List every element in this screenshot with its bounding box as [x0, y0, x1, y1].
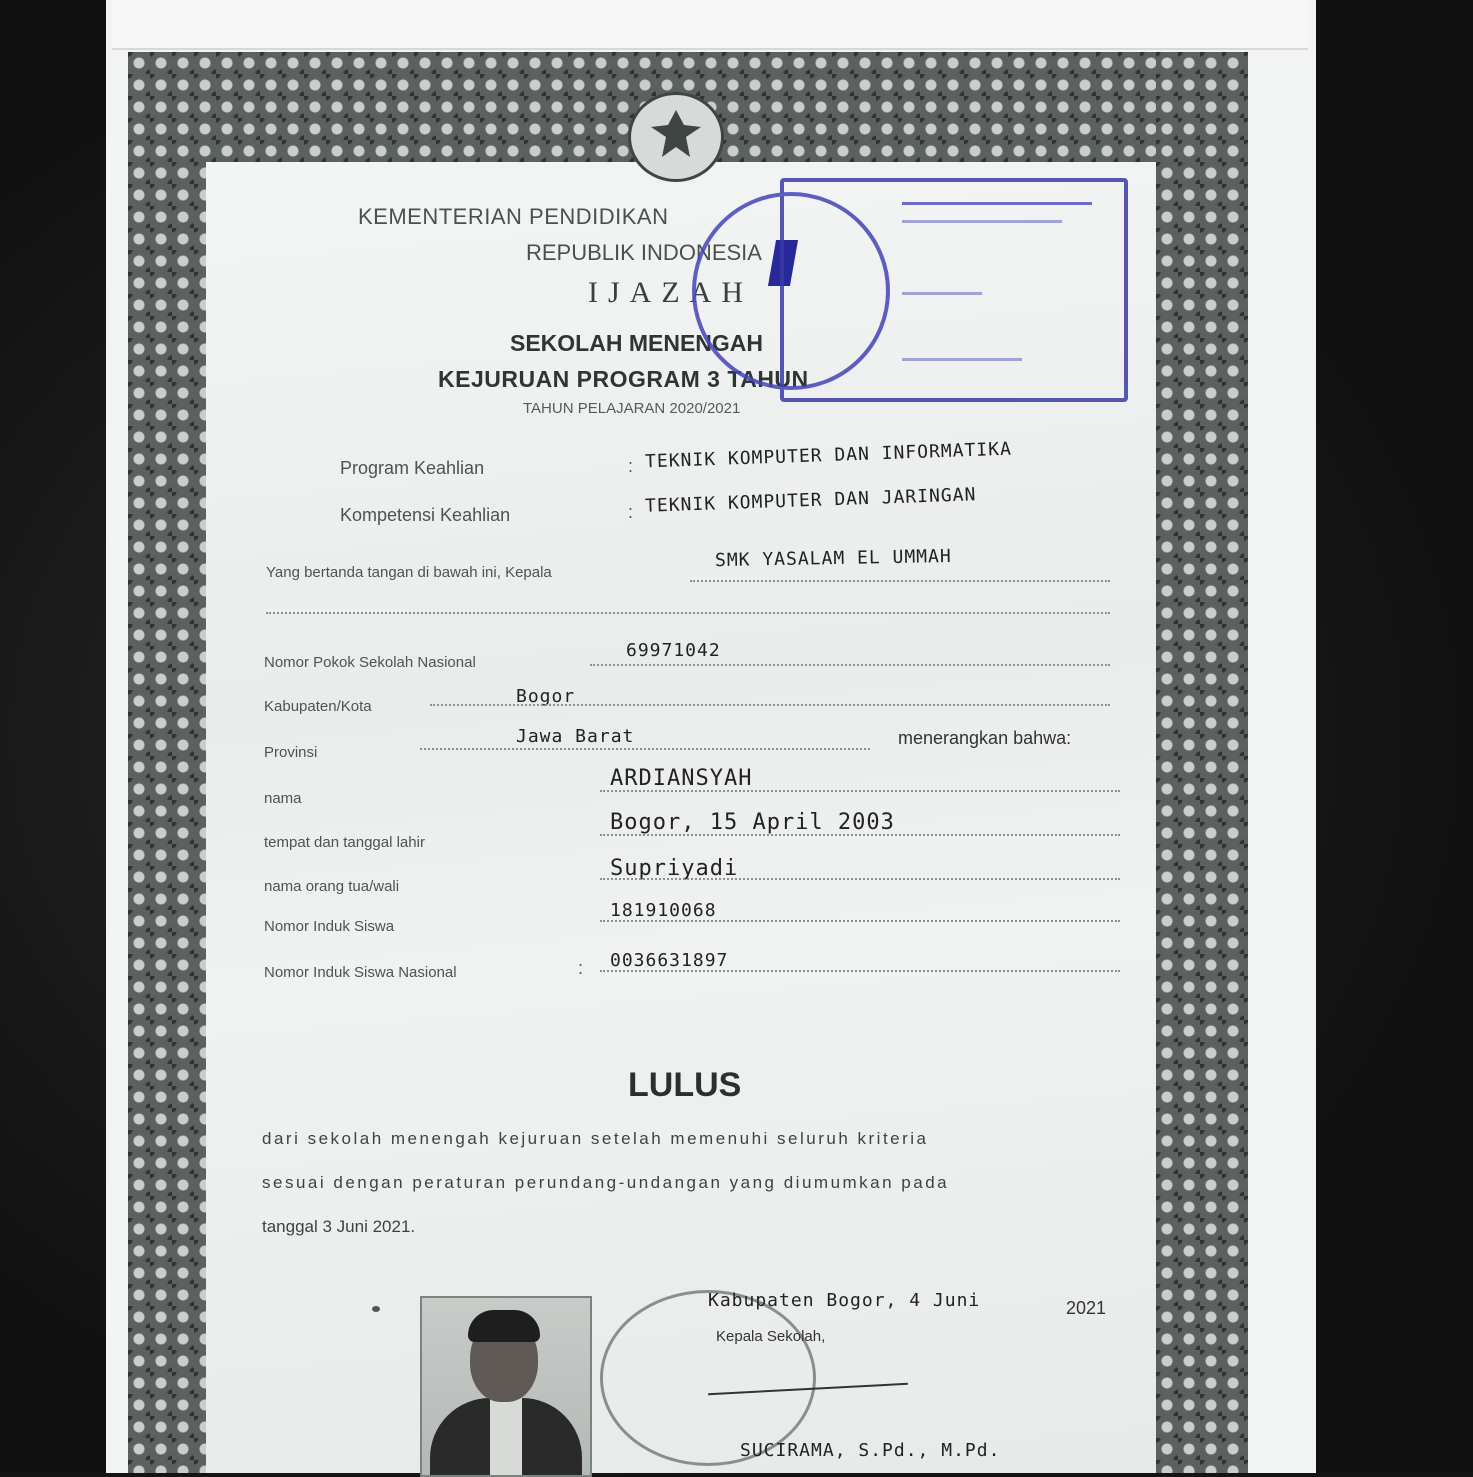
- parent-label: nama orang tua/wali: [264, 878, 400, 895]
- dotted-line: [420, 748, 870, 750]
- program-label: Program Keahlian: [340, 458, 485, 478]
- nis-value: 181910068: [610, 900, 717, 921]
- parent-value: Supriyadi: [610, 856, 739, 881]
- kabupaten-value: Bogor: [516, 686, 576, 707]
- school-type-line2: KEJURUAN PROGRAM 3 TAHUN: [438, 366, 809, 392]
- garuda-emblem-icon: [628, 92, 724, 182]
- name-value: ARDIANSYAH: [610, 766, 753, 791]
- nisn-value: 0036631897: [610, 950, 729, 971]
- sign-year: 2021: [1066, 1298, 1107, 1318]
- school-type-line1: SEKOLAH MENENGAH: [510, 330, 764, 356]
- nis-label: Nomor Induk Siswa: [264, 918, 395, 935]
- dotted-line: [600, 790, 1120, 792]
- ornament-border-right: [1156, 52, 1248, 1473]
- graduation-status: LULUS: [628, 1066, 742, 1104]
- provinsi-label: Provinsi: [264, 744, 318, 761]
- colon: :: [628, 456, 634, 476]
- ornament-border-left: [128, 52, 206, 1473]
- dotted-line: [600, 834, 1120, 836]
- sign-place-date: Kabupaten Bogor, 4 Juni: [708, 1290, 981, 1311]
- nisn-label: Nomor Induk Siswa Nasional: [264, 964, 457, 981]
- name-label: nama: [264, 790, 302, 807]
- provinsi-value: Jawa Barat: [516, 726, 635, 747]
- intro-label: Yang bertanda tangan di bawah ini, Kepala: [266, 564, 552, 581]
- academic-year: TAHUN PELAJARAN 2020/2021: [523, 400, 741, 417]
- result-text-line1: dari sekolah menengah kejuruan setelah memenuhi seluruh kriteria: [262, 1129, 929, 1148]
- birth-label: tempat dan tanggal lahir: [264, 834, 425, 851]
- dotted-line: [600, 970, 1120, 972]
- ministry-title: KEMENTERIAN PENDIDIKAN: [358, 204, 669, 229]
- dotted-line: [266, 612, 1110, 614]
- dotted-line: [600, 920, 1120, 922]
- npsn-value: 69971042: [626, 640, 721, 661]
- result-text-line3: tanggal 3 Juni 2021.: [262, 1217, 416, 1236]
- school-name: SMK YASALAM EL UMMAH: [714, 545, 952, 572]
- kabupaten-label: Kabupaten/Kota: [264, 698, 372, 715]
- npsn-label: Nomor Pokok Sekolah Nasional: [264, 654, 476, 671]
- principal-name: SUCIRAMA, S.Pd., M.Pd.: [740, 1440, 1001, 1461]
- dotted-line: [430, 704, 1110, 706]
- dotted-line: [590, 664, 1110, 666]
- bullet-mark: [372, 1306, 380, 1312]
- program-value: TEKNIK KOMPUTER DAN INFORMATIKA: [644, 438, 1013, 473]
- explains-text: menerangkan bahwa:: [898, 728, 1072, 748]
- birth-value: Bogor, 15 April 2003: [610, 810, 895, 835]
- colon: :: [578, 958, 584, 978]
- sign-title: Kepala Sekolah,: [716, 1328, 826, 1345]
- previous-page-strip: [112, 0, 1308, 50]
- dotted-line: [690, 580, 1110, 582]
- competence-label: Kompetensi Keahlian: [340, 505, 511, 525]
- document-title: IJAZAH: [588, 276, 753, 309]
- colon: :: [628, 502, 634, 522]
- legalization-stamp: [780, 178, 1128, 402]
- competence-value: TEKNIK KOMPUTER DAN JARINGAN: [644, 484, 977, 517]
- republic-title: REPUBLIK INDONESIA: [526, 240, 762, 265]
- dotted-line: [600, 878, 1120, 880]
- student-photo: [420, 1296, 592, 1477]
- result-text-line2: sesuai dengan peraturan perundang-undangan yang diumumkan pada: [262, 1173, 950, 1192]
